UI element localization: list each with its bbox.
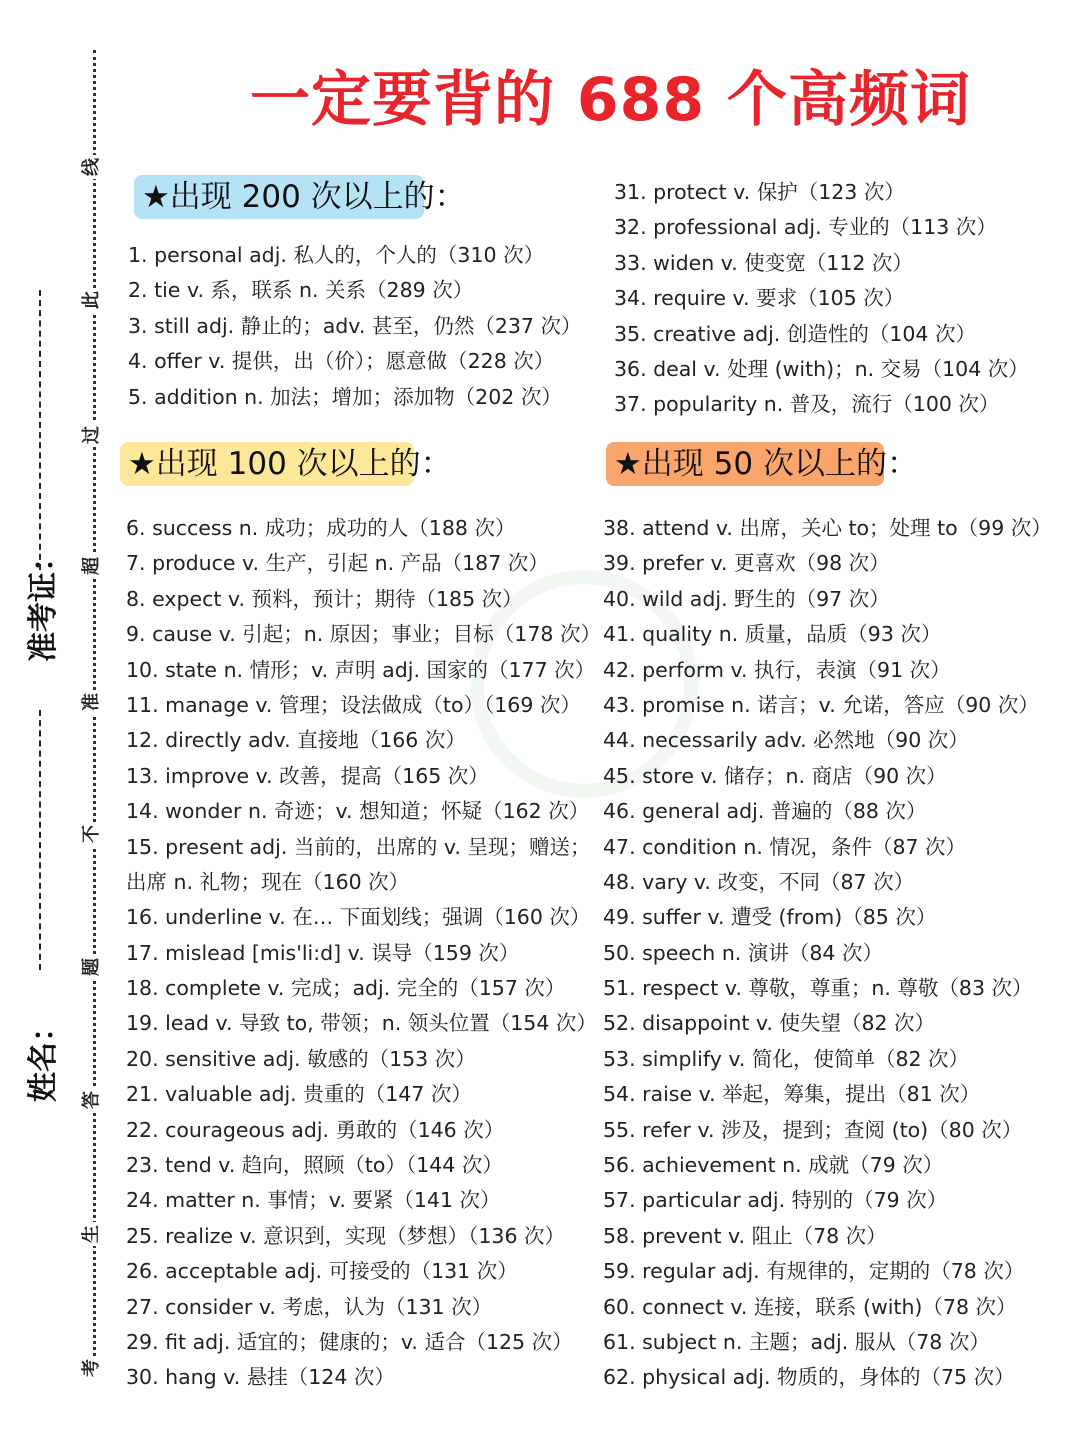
word-item: 59. regular adj. 有规律的，定期的（78 次） [603,1259,1025,1284]
word-item: 21. valuable adj. 贵重的（147 次） [126,1082,472,1107]
word-item: 37. popularity n. 普及，流行（100 次） [614,392,1000,417]
word-item: 49. suffer v. 遭受 (from)（85 次） [603,905,937,930]
margin-char: 生 [80,1222,104,1246]
word-item: 4. offer v. 提供，出（价）；愿意做（228 次） [128,349,555,374]
exam-info-fields [12,290,72,1160]
margin-char: 考 [80,1356,104,1380]
word-item: 10. state n. 情形；v. 声明 adj. 国家的（177 次） [126,657,596,682]
margin-char: 线 [80,155,104,179]
word-item: 39. prefer v. 更喜欢（98 次） [603,551,890,576]
word-item: 40. wild adj. 野生的（97 次） [603,586,890,611]
word-list-200 [128,238,588,415]
word-item: 34. require v. 要求（105 次） [614,286,905,311]
word-item: 43. promise n. 诺言；v. 允诺，答应（90 次） [603,692,1039,717]
word-item: 54. raise v. 举起，筹集，提出（81 次） [603,1082,981,1107]
word-item: 11. manage v. 管理；设法做成（to）（169 次） [126,692,581,717]
word-item: 29. fit adj. 适宜的；健康的；v. 适合（125 次） [126,1329,573,1354]
word-item: 55. refer v. 涉及，提到；查阅 (to)（80 次） [603,1117,1023,1142]
word-item: 50. speech n. 演讲（84 次） [603,940,883,965]
ticket-number-field [12,290,72,1160]
margin-char: 准 [80,690,104,714]
word-item: 41. quality n. 质量，品质（93 次） [603,622,942,647]
margin-char: 过 [80,423,104,447]
word-item: 32. professional adj. 专业的（113 次） [614,215,997,240]
word-item: 46. general adj. 普遍的（88 次） [603,799,927,824]
word-item: 60. connect v. 连接，联系 (with)（78 次） [603,1294,1017,1319]
word-item: 23. tend v. 趋向，照顾（to）（144 次） [126,1153,503,1178]
word-item: 20. sensitive adj. 敏感的（153 次） [126,1046,476,1071]
word-item: 16. underline v. 在… 下面划线；强调（160 次） [126,905,591,930]
word-list-100-continued [614,175,1054,423]
word-item: 30. hang v. 悬挂（124 次） [126,1365,395,1390]
word-item: 26. acceptable adj. 可接受的（131 次） [126,1259,518,1284]
margin-char: 此 [80,288,104,312]
word-list-100 [126,511,601,1396]
word-item: 38. attend v. 出席，关心 to；处理 to（99 次） [603,516,1052,540]
margin-char: 超 [80,554,104,578]
word-item: 5. addition n. 加法；增加；添加物（202 次） [128,384,562,409]
word-item: 3. still adj. 静止的；adv. 甚至，仍然（237 次） [128,313,582,338]
section-header-50: ★出现 50 次以上的： [606,442,884,486]
ticket-number-label: 准考证： [26,542,61,662]
word-item: 13. improve v. 改善，提高（165 次） [126,763,489,788]
margin-char: 不 [80,822,104,846]
name-label: 姓名： [26,1012,61,1102]
word-list-50 [603,511,1073,1396]
word-item: 35. creative adj. 创造性的（104 次） [614,321,976,346]
word-item: 42. perform v. 执行，表演（91 次） [603,657,951,682]
word-item: 58. prevent v. 阻止（78 次） [603,1223,887,1248]
seal-dotted-line [93,50,96,1380]
word-item: 19. lead v. 导致 to, 带领；n. 领头位置（154 次） [126,1011,597,1036]
word-item: 51. respect v. 尊敬，尊重；n. 尊敬（83 次） [603,976,1033,1001]
margin-char: 答 [80,1088,104,1112]
word-item: 61. subject n. 主题；adj. 服从（78 次） [603,1329,990,1354]
margin-char: 题 [80,955,104,979]
word-item: 53. simplify v. 简化，使简单（82 次） [603,1046,970,1071]
name-blank [39,710,41,970]
word-item: 45. store v. 储存；n. 商店（90 次） [603,763,947,788]
word-item: 15. present adj. 当前的，出席的 v. 呈现；赠送； [126,834,591,859]
section-header-100: ★出现 100 次以上的： [120,442,414,486]
word-item: 7. produce v. 生产，引起 n. 产品（187 次） [126,551,549,576]
word-item: 36. deal v. 处理 (with)；n. 交易（104 次） [614,356,1029,381]
word-item: 出席 n. 礼物；现在（160 次） [126,869,410,894]
word-item: 33. widen v. 使变宽（112 次） [614,250,913,275]
word-item: 8. expect v. 预料，预计；期待（185 次） [126,586,523,611]
word-item: 24. matter n. 事情；v. 要紧（141 次） [126,1188,501,1213]
page-title: 一定要背的 688 个高频词 [250,65,972,135]
word-item: 18. complete v. 完成；adj. 完全的（157 次） [126,976,566,1001]
word-item: 14. wonder n. 奇迹；v. 想知道；怀疑（162 次） [126,799,590,824]
ticket-number-blank [39,290,41,570]
word-item: 56. achievement n. 成就（79 次） [603,1153,944,1178]
word-item: 6. success n. 成功；成功的人（188 次） [126,516,516,540]
word-item: 48. vary v. 改变，不同（87 次） [603,869,915,894]
word-item: 9. cause v. 引起；n. 原因；事业；目标（178 次） [126,622,601,647]
word-item: 62. physical adj. 物质的，身体的（75 次） [603,1365,1015,1390]
word-item: 1. personal adj. 私人的，个人的（310 次） [128,243,545,267]
section-header-200: ★出现 200 次以上的： [134,175,424,219]
word-item: 17. mislead [mis'li:d] v. 误导（159 次） [126,940,520,965]
word-item: 31. protect v. 保护（123 次） [614,180,905,204]
word-item: 52. disappoint v. 使失望（82 次） [603,1011,936,1036]
word-item: 12. directly adv. 直接地（166 次） [126,728,466,753]
word-item: 22. courageous adj. 勇敢的（146 次） [126,1117,505,1142]
word-item: 57. particular adj. 特别的（79 次） [603,1188,948,1213]
word-item: 47. condition n. 情况，条件（87 次） [603,834,967,859]
word-item: 44. necessarily adv. 必然地（90 次） [603,728,969,753]
word-item: 2. tie v. 系，联系 n. 关系（289 次） [128,278,474,303]
word-item: 25. realize v. 意识到，实现（梦想）（136 次） [126,1223,566,1248]
word-item: 27. consider v. 考虑，认为（131 次） [126,1294,493,1319]
